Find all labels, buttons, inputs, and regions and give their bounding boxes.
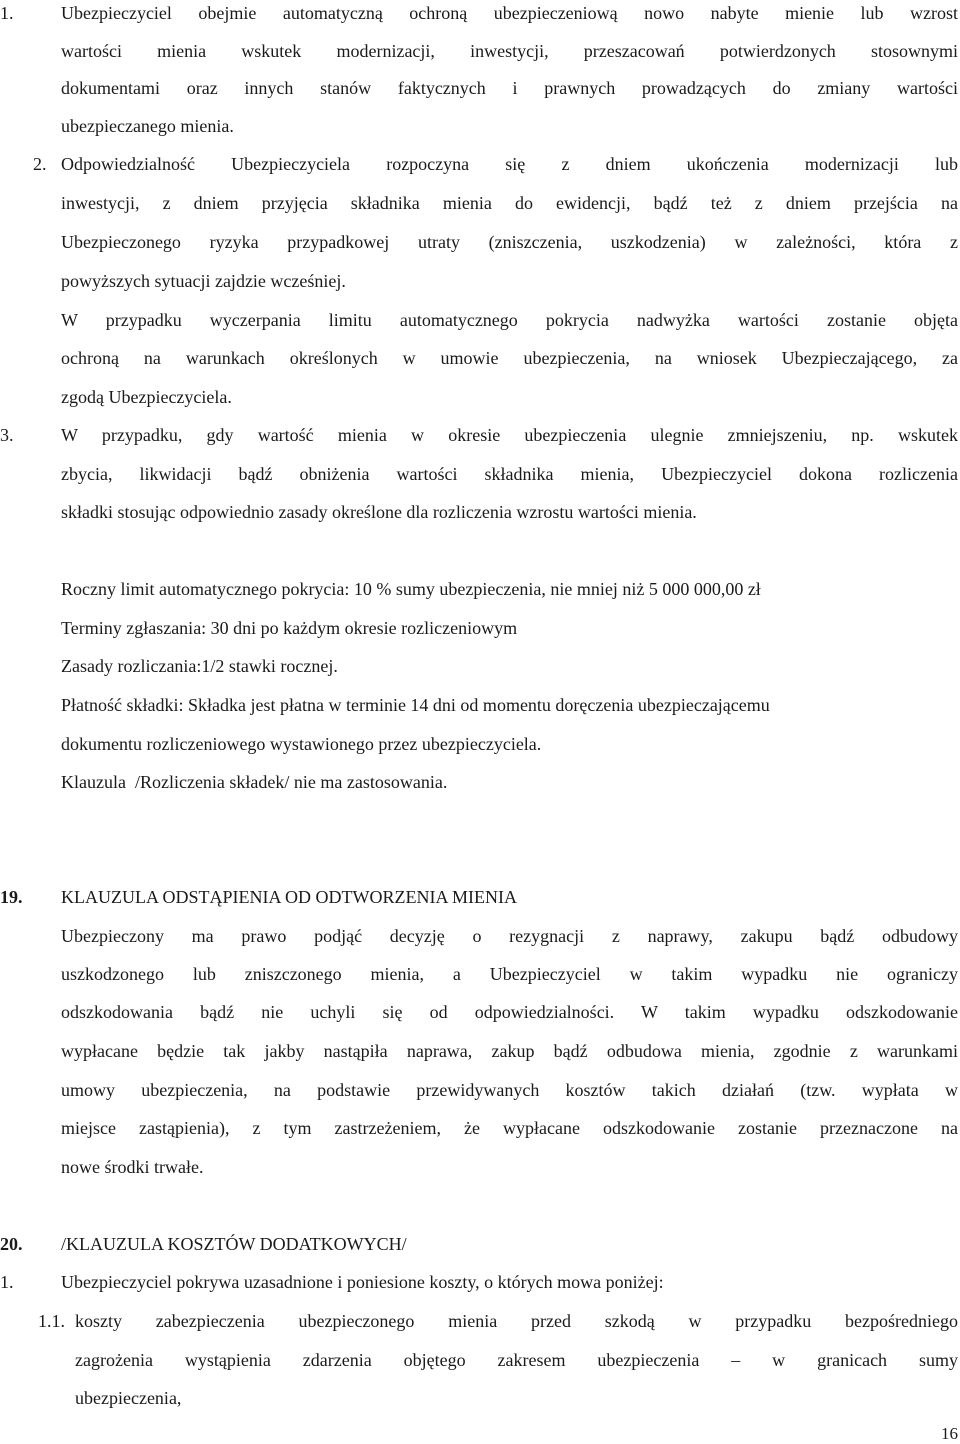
item-2-line-5: W przypadku wyczerpania limitu automatycznego pokrycia nadwyżka wartości zostanie objęta: [61, 310, 958, 330]
item-1-line-4: ubezpieczanego mienia.: [61, 116, 234, 136]
reporting-text: Terminy zgłaszania: 30 dni po każdym okresie rozliczeniowym: [61, 618, 518, 638]
settlement-text: Zasady rozliczania:1/2 stawki rocznej.: [61, 656, 338, 676]
item-3-line-2: zbycia, likwidacji bądź obniżenia wartości składnika mienia, Ubezpieczyciel dokona rozliczenia: [61, 464, 958, 484]
clause-19-line-7: nowe środki trwałe.: [61, 1157, 204, 1177]
item-2-line-6: ochroną na warunkach określonych w umowie ubezpieczenia, na wniosek Ubezpieczającego, za: [61, 348, 958, 368]
item-3-line-1: W przypadku, gdy wartość mienia w okresie ubezpieczenia ulegnie zmniejszeniu, np. wskutek: [61, 425, 958, 445]
item-2-line-7: zgodą Ubezpieczyciela.: [61, 387, 232, 407]
clause-19-line-5: umowy ubezpieczenia, na podstawie przewidywanych kosztów takich działań (tzw. wypłata w: [61, 1080, 958, 1100]
clause-20-item-1-1-line-2: zagrożenia wystąpienia zdarzenia objętego zakresem ubezpieczenia – w granicach sumy: [75, 1350, 958, 1370]
item-1-line-2: wartości mienia wskutek modernizacji, inwestycji, przeszacowań potwierdzonych stosownymi: [61, 41, 958, 61]
clause-20-number: 20.: [0, 1234, 23, 1254]
clause-20-item-1-text: Ubezpieczyciel pokrywa uzasadnione i poniesione koszty, o których mowa poniżej:: [61, 1272, 664, 1292]
clause-20-item-1-1-line-3: ubezpieczenia,: [75, 1388, 182, 1408]
clause-20-item-1-1-line-1: koszty zabezpieczenia ubezpieczonego mienia przed szkodą w przypadku bezpośredniego: [75, 1311, 958, 1331]
clause-20-item-1-1-number: 1.1.: [38, 1311, 65, 1331]
item-2-number: 2.: [33, 154, 47, 174]
item-3-number: 3.: [0, 425, 14, 445]
page-number: 16: [941, 1424, 958, 1443]
clause-19-line-1: Ubezpieczony ma prawo podjąć decyzję o rezygnacji z naprawy, zakupu bądź odbudowy: [61, 926, 958, 946]
clause-19-title: KLAUZULA ODSTĄPIENIA OD ODTWORZENIA MIENIA: [61, 887, 517, 907]
item-2-line-2: inwestycji, z dniem przyjęcia składnika mienia do ewidencji, bądź też z dniem przejścia na: [61, 193, 958, 213]
item-2-line-3: Ubezpieczonego ryzyka przypadkowej utraty (zniszczenia, uszkodzenia) w zależności, która z: [61, 232, 958, 252]
item-1-line-3: dokumentami oraz innych stanów faktycznych i prawnych prowadzących do zmiany wartości: [61, 78, 958, 98]
clause-20-title: /KLAUZULA KOSZTÓW DODATKOWYCH/: [61, 1234, 407, 1254]
item-2-line-4: powyższych sytuacji zajdzie wcześniej.: [61, 271, 346, 291]
clause-20-item-1-number: 1.: [0, 1272, 14, 1292]
item-2-line-1: Odpowiedzialność Ubezpieczyciela rozpoczyna się z dniem ukończenia modernizacji lub: [61, 154, 958, 174]
item-3-line-3: składki stosując odpowiednio zasady określone dla rozliczenia wzrostu wartości mienia.: [61, 502, 697, 522]
item-1-line-1: Ubezpieczyciel obejmie automatyczną ochroną ubezpieczeniową nowo nabyte mienie lub wzrost: [61, 3, 958, 23]
clause-19-line-6: miejsce zastąpienia), z tym zastrzeżeniem, że wypłacane odszkodowanie zostanie przeznaczone na: [61, 1118, 958, 1138]
limit-text: Roczny limit automatycznego pokrycia: 10 % sumy ubezpieczenia, nie mniej niż 5 000 000,00 zł: [61, 579, 761, 599]
clause-19-line-3: odszkodowania bądź nie uchyli się od odpowiedzialności. W takim wypadku odszkodowanie: [61, 1002, 958, 1022]
clause-note: Klauzula /Rozliczenia składek/ nie ma zastosowania.: [61, 772, 448, 792]
clause-19-line-2: uszkodzonego lub zniszczonego mienia, a Ubezpieczyciel w takim wypadku nie ograniczy: [61, 964, 958, 984]
payment-line-2: dokumentu rozliczeniowego wystawionego przez ubezpieczyciela.: [61, 734, 542, 754]
clause-19-number: 19.: [0, 887, 23, 907]
item-1-number: 1.: [0, 3, 14, 23]
payment-line-1: Płatność składki: Składka jest płatna w terminie 14 dni od momentu doręczenia ubezpieczającemu: [61, 695, 770, 715]
clause-19-line-4: wypłacane będzie tak jakby nastąpiła naprawa, zakup bądź odbudowa mienia, zgodnie z warunkami: [61, 1041, 958, 1061]
